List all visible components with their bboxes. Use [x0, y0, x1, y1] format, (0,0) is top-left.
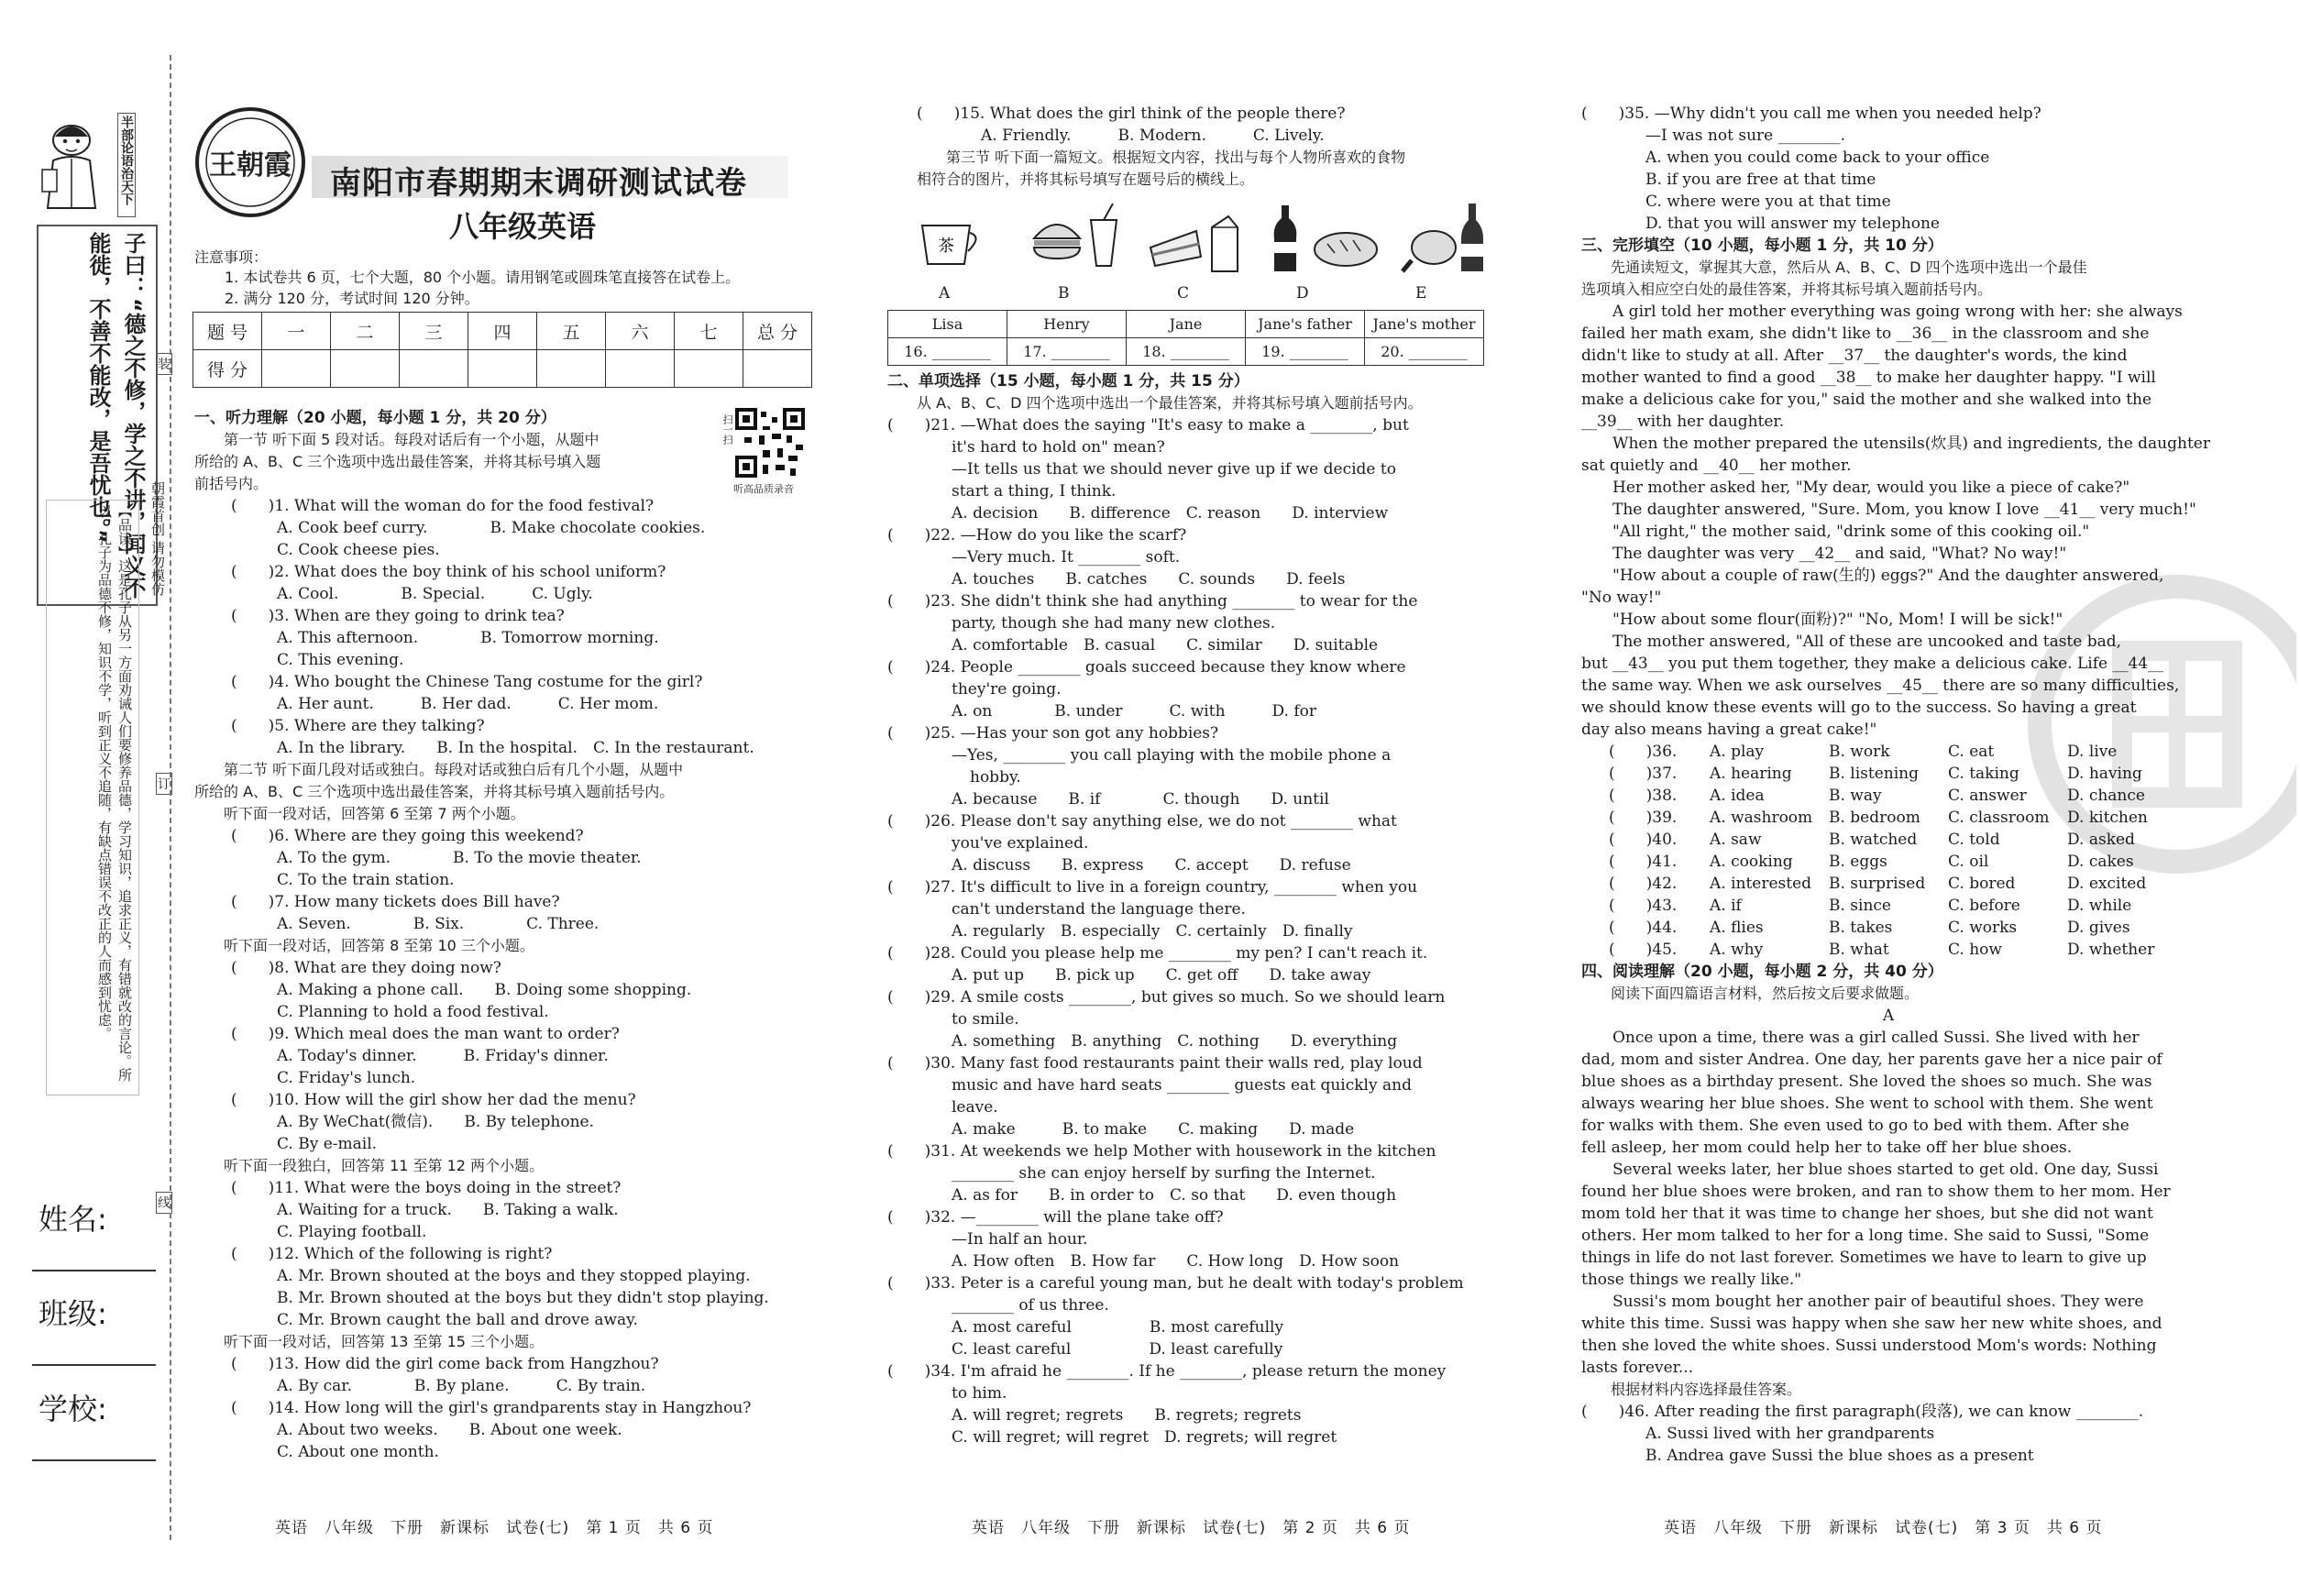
- question-number[interactable]: ( )36.: [1609, 743, 1678, 761]
- cloze-option-row: [1581, 895, 2186, 917]
- text-line: —Very much. It ________ soft.: [952, 548, 1181, 567]
- food-letter: C: [1177, 284, 1190, 303]
- text-line: others. Her mom talked to her for a long time. She said to Sussi, "Some: [1581, 1227, 2150, 1245]
- text-line: ________ of us three.: [952, 1296, 1109, 1315]
- text-line: 第一节 听下面 5 段对话。每段对话后有一个小题，从题中: [194, 431, 600, 448]
- text-line: ( )1. What will the woman do for the food festival?: [231, 497, 655, 515]
- page-footer: 英语 八年级 下册 新课标 试卷(七) 第 2 页 共 6 页: [972, 1519, 1411, 1537]
- text-line: to him.: [952, 1384, 1007, 1403]
- text-line: C. This evening.: [277, 651, 404, 669]
- name-label: 姓名:: [39, 1202, 107, 1237]
- text-line: A. How often B. How far C. How long D. How soon: [952, 1252, 1400, 1271]
- score-header-cell: 一: [262, 313, 331, 350]
- text-line: dad, mom and sister Andrea. One day, her parents gave her a nice pair of: [1581, 1051, 2162, 1069]
- option-choice: D. chance: [2067, 787, 2145, 805]
- text-line: A. Cool. B. Special. C. Ugly.: [277, 585, 593, 603]
- text-line: but __43__ you put them together, they make a delicious cake. Life __44__: [1581, 655, 2164, 673]
- option-choice: D. whether: [2067, 941, 2155, 959]
- option-choice: C. classroom: [1948, 809, 2050, 827]
- text-line: ( )34. I'm afraid he ________. If he ________, please return the money: [887, 1362, 1447, 1381]
- text-line: Sussi's mom bought her another pair of beautiful shoes. They were: [1581, 1293, 2144, 1311]
- text-line: 听下面一段对话，回答第 8 至第 10 三个小题。: [194, 937, 534, 954]
- score-cell[interactable]: [331, 350, 400, 388]
- cloze-options: [1581, 741, 2186, 961]
- text-line: ( )12. Which of the following is right?: [231, 1245, 553, 1263]
- text-line: music and have hard seats ________ guests eat quickly and: [952, 1076, 1412, 1095]
- option-choice: B. listening: [1829, 765, 1920, 783]
- text-line: A. In the library. B. In the hospital. C. In the restaurant.: [277, 739, 754, 757]
- text-line: party, though she had many new clothes.: [952, 614, 1276, 633]
- answer-blank-cell[interactable]: 16. ________: [888, 338, 1007, 366]
- text-line: to smile.: [952, 1010, 1019, 1029]
- person-name-cell: Jane: [1127, 311, 1246, 338]
- text-line: white this time. Sussi was happy when she saw her new white shoes, and: [1581, 1315, 2162, 1333]
- text-line: "No way!": [1581, 589, 1662, 607]
- text-line: C. By e-mail.: [277, 1135, 378, 1153]
- text-line: "How about some flour(面粉)?" "No, Mom! I will be sick!": [1581, 611, 2063, 629]
- option-choice: A. idea: [1710, 787, 1765, 805]
- text-line: A girl told her mother everything was going wrong with her: she always: [1581, 303, 2183, 321]
- text-line: 听下面一段对话，回答第 13 至第 15 三个小题。: [194, 1333, 545, 1350]
- option-choice: B. surprised: [1829, 875, 1926, 893]
- text-line: A. Mr. Brown shouted at the boys and they stopped playing.: [277, 1267, 751, 1285]
- class-field[interactable]: [32, 1364, 156, 1366]
- text-line: mother wanted to find a good __38__ to make her daughter happy. "I will: [1581, 369, 2156, 387]
- text-line: Once upon a time, there was a girl called Sussi. She lived with her: [1581, 1029, 2140, 1047]
- text-line: A. put up B. pick up C. get off D. take away: [952, 966, 1371, 985]
- score-cell[interactable]: [262, 350, 331, 388]
- text-line: A. Sussi lived with her grandparents: [1645, 1425, 1935, 1443]
- option-choice: C. eat: [1948, 743, 1995, 761]
- answer-blank-cell[interactable]: 17. ________: [1007, 338, 1127, 366]
- text-line: B. Mr. Brown shouted at the boys but they didn't stop playing.: [277, 1289, 769, 1307]
- option-choice: D. while: [2067, 897, 2132, 915]
- text-line: C. Mr. Brown caught the ball and drove away.: [277, 1311, 638, 1329]
- text-line: ( )25. —Has your son got any hobbies?: [887, 724, 1219, 743]
- text-line: ( )4. Who bought the Chinese Tang costume for the girl?: [231, 673, 703, 691]
- food-letter: D: [1296, 284, 1309, 303]
- text-line: can't understand the language there.: [952, 900, 1246, 919]
- brand-logo-icon: [191, 103, 310, 222]
- qr-side-label: 扫一扫: [721, 414, 733, 445]
- text-line: __39__ with her daughter.: [1581, 413, 1785, 431]
- text-line: C. Planning to hold a food festival.: [277, 1003, 549, 1021]
- text-line: A. touches B. catches C. sounds D. feels: [952, 570, 1346, 589]
- text-line: 前括号内。: [194, 475, 269, 492]
- option-choice: B. bedroom: [1829, 809, 1920, 827]
- text-line: 相符合的图片，并将其标号填写在题号后的横线上。: [917, 171, 1255, 188]
- text-line: A. because B. if C. though D. until: [952, 790, 1329, 809]
- option-choice: B. eggs: [1829, 853, 1887, 871]
- question-number[interactable]: ( )41.: [1609, 853, 1678, 871]
- text-line: The mother answered, "All of these are uncooked and taste bad,: [1581, 633, 2122, 651]
- text-line: ( )35. —Why didn't you call me when you needed help?: [1581, 105, 2041, 123]
- text-line: A. To the gym. B. To the movie theater.: [277, 849, 642, 867]
- option-choice: C. told: [1948, 831, 2000, 849]
- cloze-option-row: [1581, 785, 2186, 807]
- text-line: A. will regret; regrets B. regrets; regrets: [952, 1406, 1302, 1425]
- text-line: C. To the train station.: [277, 871, 455, 889]
- text-line: ( )23. She didn't think she had anything ________ to wear for the: [887, 592, 1418, 611]
- option-choice: A. interested: [1710, 875, 1812, 893]
- text-line: 二、单项选择（15 小题，每小题 1 分，共 15 分）: [887, 372, 1249, 391]
- option-choice: A. hearing: [1710, 765, 1792, 783]
- cloze-option-row: [1581, 873, 2186, 895]
- text-line: C. Friday's lunch.: [277, 1069, 416, 1087]
- option-choice: A. saw: [1710, 831, 1762, 849]
- text-line: "How about a couple of raw(生的) eggs?" And the daughter answered,: [1581, 567, 2164, 585]
- text-line: ( )2. What does the boy think of his school uniform?: [231, 563, 666, 581]
- text-line: C. where were you at that time: [1645, 193, 1891, 211]
- text-line: 听下面一段对话，回答第 6 至第 7 两个小题。: [194, 805, 525, 822]
- text-line: ( )22. —How do you like the scarf?: [887, 526, 1187, 545]
- score-table: [193, 312, 812, 388]
- cloze-option-row: [1581, 763, 2186, 785]
- option-choice: B. what: [1829, 941, 1889, 959]
- text-line: ( )33. Peter is a careful young man, but he dealt with today's problem: [887, 1274, 1464, 1293]
- class-label: 班级:: [39, 1296, 107, 1331]
- text-line: ( )3. When are they going to drink tea?: [231, 607, 565, 625]
- score-header-cell: 四: [468, 313, 537, 350]
- option-choice: A. play: [1710, 743, 1765, 761]
- text-line: blue shoes as a birthday present. She loved the shoes so much. She was: [1581, 1073, 2152, 1091]
- text-line: The daughter was very __42__ and said, "What? No way!": [1581, 545, 2067, 563]
- binding-mark: 装: [156, 353, 172, 375]
- tea-char: 茶: [938, 237, 954, 256]
- text-line: A. Today's dinner. B. Friday's dinner.: [277, 1047, 609, 1065]
- text-line: Her mother asked her, "My dear, would you like a piece of cake?": [1581, 479, 2130, 497]
- person-name-cell: Henry: [1007, 311, 1127, 338]
- text-line: ( )21. —What does the saying "It's easy to make a ________, but: [887, 416, 1409, 435]
- qr-caption: 听高品质录音: [733, 483, 794, 495]
- text-line: ( )6. Where are they going this weekend?: [231, 827, 584, 845]
- name-field[interactable]: [32, 1270, 156, 1271]
- text-line: A. About two weeks. B. About one week.: [277, 1421, 622, 1439]
- text-line: ( )15. What does the girl think of the people there?: [917, 105, 1346, 123]
- option-choice: B. watched: [1829, 831, 1918, 849]
- tea-cup-icon: [915, 209, 988, 273]
- quote-tab: 半部论语治天下: [117, 113, 136, 217]
- exam-subtitle: 八年级英语: [449, 209, 597, 244]
- question-number[interactable]: ( )43.: [1609, 897, 1678, 915]
- text-line: the same way. When we ask ourselves __45__ there are so many difficulties,: [1581, 677, 2180, 695]
- page1-column: [194, 407, 769, 1463]
- option-choice: B. takes: [1829, 919, 1893, 937]
- score-cell[interactable]: [400, 350, 468, 388]
- question-number[interactable]: ( )37.: [1609, 765, 1678, 783]
- score-cell[interactable]: [606, 350, 675, 388]
- quote-commentary: 【品读】这是孔子从另一方面劝诫人们要修养品德，学习知识，追求正义，有错就改的言论。所以，孔子为品德不修，知识不学，听到正义不追随，有缺点错误不改正的人而感到忧虑。: [46, 500, 139, 1095]
- text-line: ( )10. How will the girl show her dad the menu?: [231, 1091, 636, 1109]
- notice-item: 2. 满分 120 分，考试时间 120 分钟。: [225, 290, 479, 307]
- cola-bread-icon: [1271, 202, 1381, 275]
- text-line: A. something B. anything C. nothing D. everything: [952, 1032, 1398, 1051]
- notice-item: 1. 本试卷共 6 页，七个大题，80 个小题。请用钢笔或圆珠笔直接答在试卷上。: [225, 269, 741, 286]
- answer-blank-cell[interactable]: 19. ________: [1246, 338, 1365, 366]
- text-line: failed her math exam, she didn't like to __36__ in the classroom and she: [1581, 325, 2150, 343]
- text-line: ( )14. How long will the girl's grandparents stay in Hangzhou?: [231, 1399, 752, 1417]
- text-line: "All right," the mother said, "drink some of this cooking oil.": [1581, 523, 2090, 541]
- text-line: C. will regret; will regret D. regrets; will regret: [952, 1428, 1337, 1447]
- text-line: ( )5. Where are they talking?: [231, 717, 485, 735]
- food-letter: A: [939, 284, 951, 303]
- score-header-cell: 五: [537, 313, 606, 350]
- text-line: 选项填入相应空白处的最佳答案，并将其标号填入题前括号内。: [1581, 281, 1993, 298]
- text-line: ( )26. Please don't say anything else, we do not ________ what: [887, 812, 1397, 831]
- text-line: —It tells us that we should never give up if we decide to: [952, 460, 1396, 479]
- option-choice: A. washroom: [1710, 809, 1813, 827]
- score-header-cell: 总 分: [743, 313, 812, 350]
- cloze-option-row: [1581, 917, 2186, 939]
- text-line: A. as for B. in order to C. so that D. even though: [952, 1186, 1397, 1205]
- text-line: A. decision B. difference C. reason D. interview: [952, 504, 1389, 523]
- text-line: A. By car. B. By plane. C. By train.: [277, 1377, 646, 1395]
- food-pictures: [887, 202, 1500, 303]
- option-choice: C. taking: [1948, 765, 2019, 783]
- text-line: things in life do not last forever. Sometimes we have to learn to give up: [1581, 1249, 2147, 1267]
- text-line: B. if you are free at that time: [1645, 171, 1876, 189]
- page2-top: [917, 103, 1405, 191]
- page3-reading: [1581, 961, 2195, 1467]
- text-line: 一、听力理解（20 小题，每小题 1 分，共 20 分）: [194, 409, 556, 427]
- question-number[interactable]: ( )45.: [1609, 941, 1678, 959]
- text-line: A. Friendly. B. Modern. C. Lively.: [981, 127, 1325, 145]
- chicken-wine-icon: [1399, 202, 1491, 275]
- score-label: 得 分: [193, 350, 262, 388]
- food-letter: B: [1058, 284, 1070, 303]
- option-choice: D. live: [2067, 743, 2118, 761]
- question-number[interactable]: ( )40.: [1609, 831, 1678, 849]
- option-choice: B. since: [1829, 897, 1891, 915]
- page-footer: 英语 八年级 下册 新课标 试卷(七) 第 3 页 共 6 页: [1664, 1519, 2103, 1537]
- question-number[interactable]: ( )39.: [1609, 809, 1678, 827]
- option-choice: C. answer: [1948, 787, 2027, 805]
- text-line: 所给的 A、B、C 三个选项中选出最佳答案，并将其标号填入题: [194, 453, 601, 470]
- text-line: 第三节 听下面一篇短文。根据短文内容，找出与每个人物所喜欢的食物: [917, 149, 1406, 166]
- text-line: 三、完形填空（10 小题，每小题 1 分，共 10 分）: [1581, 237, 1943, 255]
- text-line: A. regularly B. especially C. certainly D. finally: [952, 922, 1353, 941]
- text-line: 四、阅读理解（20 小题，每小题 2 分，共 40 分）: [1581, 963, 1943, 981]
- sandwich-milk-icon: [1146, 211, 1247, 275]
- text-line: A: [1882, 1007, 1895, 1025]
- option-choice: D. cakes: [2067, 853, 2134, 871]
- school-label: 学校:: [39, 1392, 107, 1426]
- score-cell[interactable]: [468, 350, 537, 388]
- text-line: then she loved the white shoes. Sussi understood Mom's words: Nothing: [1581, 1337, 2157, 1355]
- exam-title: 南阳市春期期末调研测试试卷: [330, 165, 747, 202]
- text-line: A. when you could come back to your office: [1645, 149, 1990, 167]
- text-line: C. Playing football.: [277, 1223, 427, 1241]
- text-line: fell asleep, her mom could help her to take off her blue shoes.: [1581, 1139, 2073, 1157]
- text-line: C. Cook cheese pies.: [277, 541, 440, 559]
- text-line: ( )7. How many tickets does Bill have?: [231, 893, 560, 911]
- option-choice: D. gives: [2067, 919, 2130, 937]
- school-field[interactable]: [32, 1459, 156, 1461]
- person-name-cell: Jane's father: [1246, 311, 1365, 338]
- text-line: ( )9. Which meal does the man want to order?: [231, 1025, 620, 1043]
- text-line: ( )29. A smile costs ________, but gives so much. So we should learn: [887, 988, 1446, 1007]
- notice-title: 注意事项：: [194, 248, 269, 266]
- text-line: A. Her aunt. B. Her dad. C. Her mom.: [277, 695, 659, 713]
- text-line: you've explained.: [952, 834, 1089, 853]
- text-line: make a delicious cake for you," said the mother and she walked into the: [1581, 391, 2152, 409]
- text-line: for walks with them. She even used to go to bed with them. After she: [1581, 1117, 2129, 1135]
- text-line: ( )8. What are they doing now?: [231, 959, 501, 977]
- text-line: 从 A、B、C、D 四个选项中选出一个最佳答案，并将其标号填入题前括号内。: [887, 394, 1423, 412]
- text-line: ________ she can enjoy herself by surfing the Internet.: [952, 1164, 1376, 1183]
- option-choice: C. oil: [1948, 853, 1989, 871]
- text-line: didn't like to study at all. After __37__ the daughter's words, the kind: [1581, 347, 2128, 365]
- text-line: mom told her that it was time to change her shoes, but she did not want: [1581, 1205, 2153, 1223]
- option-choice: A. why: [1710, 941, 1764, 959]
- option-choice: A. cooking: [1710, 853, 1793, 871]
- cloze-option-row: [1581, 939, 2186, 961]
- cloze-option-row: [1581, 851, 2186, 873]
- question-number[interactable]: ( )44.: [1609, 919, 1678, 937]
- text-line: ( )31. At weekends we help Mother with housework in the kitchen: [887, 1142, 1436, 1161]
- text-line: start a thing, I think.: [952, 482, 1117, 501]
- cloze-option-row: [1581, 807, 2186, 829]
- text-line: A. discuss B. express C. accept D. refuse: [952, 856, 1351, 875]
- option-choice: C. works: [1948, 919, 2018, 937]
- confucius-quote: 子曰：“德之不修，学之不讲，闻义不能徙，不善不能改，是吾忧也。”: [37, 225, 158, 606]
- text-line: A. Waiting for a truck. B. Taking a walk.: [277, 1201, 619, 1219]
- text-line: —Yes, ________ you call playing with the mobile phone a: [952, 746, 1392, 765]
- binding-mark: 订: [156, 773, 172, 795]
- confucius-cartoon-icon: [35, 116, 108, 213]
- text-line: A. By WeChat(微信). B. By telephone.: [277, 1113, 594, 1131]
- text-line: day also means having a great cake!": [1581, 721, 1877, 739]
- text-line: A. comfortable B. casual C. similar D. suitable: [952, 636, 1379, 655]
- page-footer: 英语 八年级 下册 新课标 试卷(七) 第 1 页 共 6 页: [275, 1519, 714, 1537]
- text-line: ( )32. —________ will the plane take off?: [887, 1208, 1224, 1227]
- text-line: A. Making a phone call. B. Doing some shopping.: [277, 981, 692, 999]
- cloze-option-row: [1581, 829, 2186, 851]
- food-match-table: [887, 310, 1484, 366]
- person-name-cell: Jane's mother: [1365, 311, 1484, 338]
- question-number[interactable]: ( )38.: [1609, 787, 1678, 805]
- text-line: The daughter answered, "Sure. Mom, you know I love __41__ very much!": [1581, 501, 2196, 519]
- text-line: A. on B. under C. with D. for: [952, 702, 1316, 721]
- option-choice: C. before: [1948, 897, 2020, 915]
- text-line: those things we really like.": [1581, 1271, 1802, 1289]
- text-line: sat quietly and __40__ her mother.: [1581, 457, 1852, 475]
- option-choice: A. flies: [1710, 919, 1764, 937]
- score-cell[interactable]: [743, 350, 812, 388]
- food-letter: E: [1415, 284, 1427, 303]
- cloze-option-row: [1581, 741, 2186, 763]
- page2-column: [887, 370, 1464, 1448]
- question-number[interactable]: ( )42.: [1609, 875, 1678, 893]
- text-line: ( )24. People ________ goals succeed because they know where: [887, 658, 1406, 677]
- text-line: 阅读下面四篇语言材料，然后按文后要求做题。: [1581, 985, 1920, 1002]
- answer-blank-cell[interactable]: 18. ________: [1127, 338, 1246, 366]
- option-choice: B. way: [1829, 787, 1882, 805]
- binding-mark: 线: [156, 1192, 172, 1214]
- text-line: —I was not sure ________.: [1645, 127, 1846, 145]
- option-choice: A. if: [1710, 897, 1742, 915]
- text-line: B. Andrea gave Sussi the blue shoes as a present: [1645, 1447, 2034, 1465]
- text-line: lasts forever...: [1581, 1359, 1694, 1377]
- answer-blank-cell[interactable]: 20. ________: [1365, 338, 1484, 366]
- score-header-cell: 题 号: [193, 313, 262, 350]
- text-line: C. About one month.: [277, 1443, 439, 1461]
- page3-column: [1581, 103, 2210, 741]
- score-header-cell: 二: [331, 313, 400, 350]
- text-line: we should know these events will go to the success. So having a great: [1581, 699, 2137, 717]
- text-line: A. Cook beef curry. B. Make chocolate cookies.: [277, 519, 706, 537]
- text-line: When the mother prepared the utensils(炊具) and ingredients, the daughter: [1581, 435, 2210, 453]
- score-header-cell: 三: [400, 313, 468, 350]
- text-line: ( )28. Could you please help me ________ my pen? I can't reach it.: [887, 944, 1428, 963]
- option-choice: C. how: [1948, 941, 2002, 959]
- text-line: they're going.: [952, 680, 1062, 699]
- text-line: always wearing her blue shoes. She went to school with them. She went: [1581, 1095, 2153, 1113]
- person-name-cell: Lisa: [888, 311, 1007, 338]
- text-line: ( )13. How did the girl come back from Hangzhou?: [231, 1355, 659, 1373]
- text-line: 根据材料内容选择最佳答案。: [1581, 1381, 1802, 1398]
- text-line: 先通读短文，掌握其大意，然后从 A、B、C、D 四个选项中选出一个最佳: [1581, 259, 2087, 276]
- binding-line: [170, 55, 171, 1540]
- burger-drink-icon: [1025, 202, 1126, 275]
- score-header-cell: 七: [675, 313, 743, 350]
- score-cell[interactable]: [537, 350, 606, 388]
- text-line: A. most careful B. most carefully: [952, 1318, 1284, 1337]
- text-line: C. least careful D. least carefully: [952, 1340, 1283, 1359]
- option-choice: B. work: [1829, 743, 1890, 761]
- score-cell[interactable]: [675, 350, 743, 388]
- option-choice: C. bored: [1948, 875, 2016, 893]
- text-line: D. that you will answer my telephone: [1645, 215, 1940, 233]
- option-choice: D. having: [2067, 765, 2142, 783]
- option-choice: D. asked: [2067, 831, 2135, 849]
- text-line: hobby.: [970, 768, 1021, 787]
- text-line: 听下面一段独白，回答第 11 至第 12 两个小题。: [194, 1157, 545, 1174]
- option-choice: D. excited: [2067, 875, 2147, 893]
- option-choice: D. kitchen: [2067, 809, 2148, 827]
- text-line: A. This afternoon. B. Tomorrow morning.: [277, 629, 659, 647]
- text-line: A. Seven. B. Six. C. Three.: [277, 915, 600, 933]
- text-line: ( )27. It's difficult to live in a foreign country, ________ when you: [887, 878, 1418, 897]
- score-header-cell: 六: [606, 313, 675, 350]
- text-line: 所给的 A、B、C 三个选项中选出最佳答案，并将其标号填入题前括号内。: [194, 783, 675, 800]
- text-line: A. make B. to make C. making D. made: [952, 1120, 1355, 1139]
- text-line: leave.: [952, 1098, 998, 1117]
- text-line: ( )46. After reading the first paragraph(段落), we can know ________.: [1581, 1403, 2144, 1421]
- text-line: —In half an hour.: [952, 1230, 1088, 1249]
- logo-text: 王朝霞: [209, 149, 292, 182]
- text-line: ( )11. What were the boys doing in the street?: [231, 1179, 622, 1197]
- text-line: 第二节 听下面几段对话或独白。每段对话或独白后有几个小题，从题中: [194, 761, 684, 778]
- text-line: ( )30. Many fast food restaurants paint their walls red, play loud: [887, 1054, 1423, 1073]
- text-line: found her blue shoes were broken, and ran to show them to her mom. Her: [1581, 1183, 2171, 1201]
- text-line: it's hard to hold on" mean?: [952, 438, 1165, 457]
- text-line: Several weeks later, her blue shoes started to get old. One day, Sussi: [1581, 1161, 2159, 1179]
- brand-vertical: 朝霞首创 请勿模仿: [149, 481, 166, 596]
